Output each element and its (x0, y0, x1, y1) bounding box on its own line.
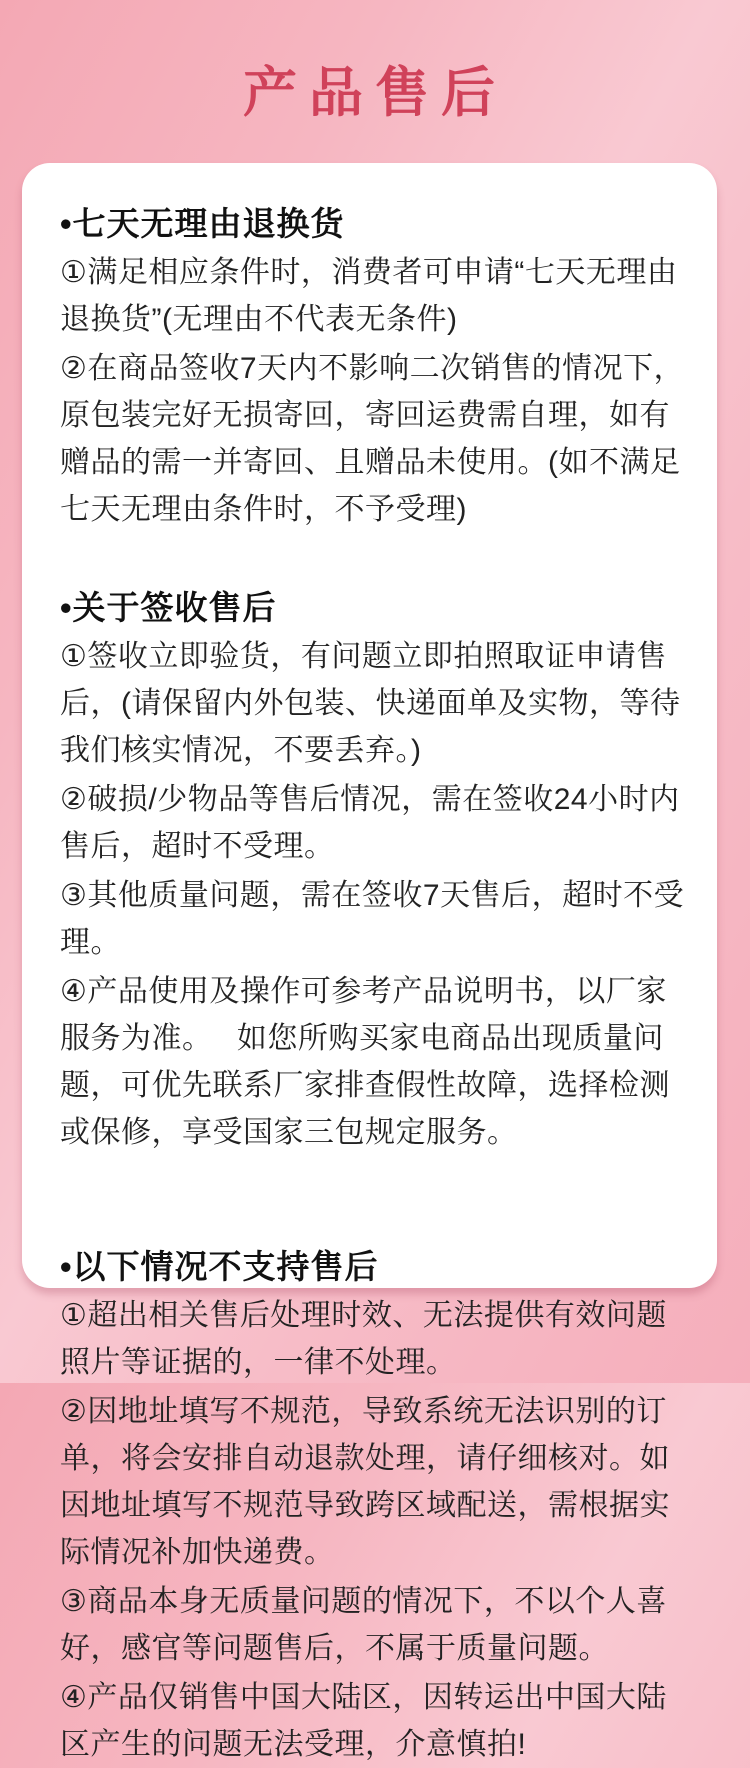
page-title: 产品售后 (243, 63, 507, 123)
section-heading-sign-off-aftersale: •关于签收售后 (60, 589, 277, 626)
aftersale-policy-card (22, 163, 717, 1761)
policy-item: ①满足相应条件时，消费者可申请“七天无理由退换货”(无理由不代表无条件) (60, 256, 678, 336)
section-heading-seven-day-return: •七天无理由退换货 (60, 205, 345, 242)
policy-item: ②破损/少物品等售后情况，需在签收24小时内售后，超时不受理。 (60, 783, 680, 863)
policy-item: ②因地址填写不规范，导致系统无法识别的订单，将会安排自动退款处理，请仔细核对。如因地址填写不规范导致跨区域配送，需根据实际情况补加快递费。 (60, 1395, 670, 1569)
policy-item: ④产品使用及操作可参考产品说明书，以厂家服务为准。 如您所购买家电商品出现质量问题，可优先联系厂家排查假性故障，选择检测或保修，享受国家三包规定服务。 (60, 975, 670, 1149)
section-seven-day-return (60, 201, 687, 533)
section-heading-unsupported-cases: •以下情况不支持售后 (60, 1248, 379, 1285)
section-sign-off-aftersale (60, 585, 687, 1156)
policy-item: ①签收立即验货，有问题立即拍照取证申请售后，(请保留内外包装、快递面单及实物，等待我们核实情况，不要丢弃。) (60, 640, 681, 767)
policy-item: ④产品仅销售中国大陆区，因转运出中国大陆区产生的问题无法受理，介意慎拍! (60, 1681, 667, 1761)
policy-item: ②在商品签收7天内不影响二次销售的情况下，原包装完好无损寄回，寄回运费需自理，如有赠品的需一并寄回、且赠品未使用。(如不满足七天无理由条件时，不予受理) (60, 352, 685, 526)
policy-item: ①超出相关售后处理时效、无法提供有效问题照片等证据的，一律不处理。 (60, 1299, 667, 1379)
policy-item: ③其他质量问题，需在签收7天售后，超时不受理。 (60, 879, 685, 959)
section-unsupported-cases (60, 1244, 687, 1768)
policy-item: ③商品本身无质量问题的情况下，不以个人喜好，感官等问题售后，不属于质量问题。 (60, 1585, 667, 1665)
